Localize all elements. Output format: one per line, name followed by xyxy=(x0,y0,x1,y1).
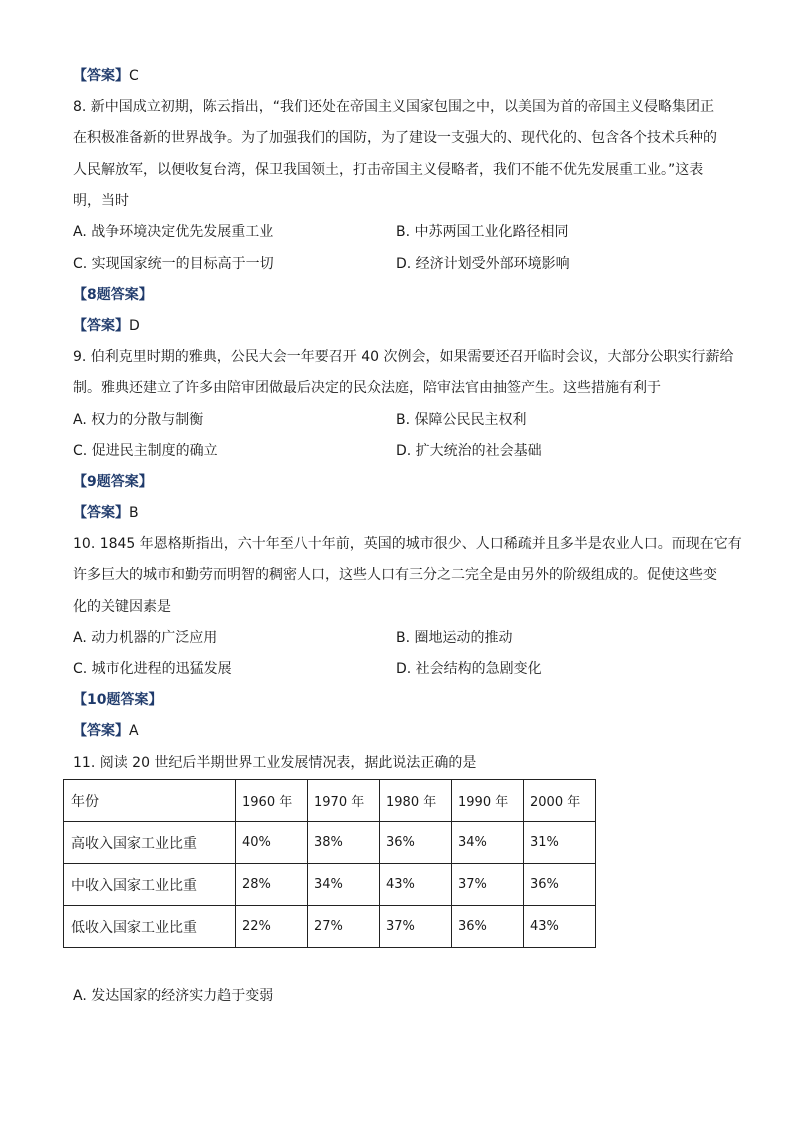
question-text-line: 明，当时 xyxy=(73,193,129,209)
option-a[interactable]: A. 发达国家的经济实力趋于变弱 xyxy=(73,988,274,1004)
table-cell: 36% xyxy=(452,906,524,948)
table-header-row xyxy=(64,780,596,822)
table-header-cell: 1970 年 xyxy=(308,780,380,822)
table-row xyxy=(64,906,596,948)
table-cell: 36% xyxy=(524,864,596,906)
table-cell: 22% xyxy=(236,906,308,948)
answer-header: 【8题答案】 xyxy=(73,287,153,303)
answer-header: 【10题答案】 xyxy=(73,692,163,708)
table-cell: 43% xyxy=(524,906,596,948)
table-cell: 40% xyxy=(236,822,308,864)
table-header-cell: 1990 年 xyxy=(452,780,524,822)
question-text-line: 化的关键因素是 xyxy=(73,599,171,615)
table-row-label: 低收入国家工业比重 xyxy=(64,906,236,948)
option-b[interactable]: B. 圈地运动的推动 xyxy=(396,630,513,646)
option-c[interactable]: C. 实现国家统一的目标高于一切 xyxy=(73,256,274,272)
table-row-label: 高收入国家工业比重 xyxy=(64,822,236,864)
question-text-line: 11. 阅读 20 世纪后半期世界工业发展情况表，据此说法正确的是 xyxy=(73,755,477,771)
answer-value: B xyxy=(129,505,139,521)
question-text-line: 8. 新中国成立初期，陈云指出，“我们还处在帝国主义国家包围之中，以美国为首的帝国主义侵略集团正 xyxy=(73,99,715,115)
table-cell: 38% xyxy=(308,822,380,864)
question-text-line: 许多巨大的城市和勤劳而明智的稠密人口，这些人口有三分之二完全是由另外的阶级组成的。促使这些变 xyxy=(73,567,717,583)
option-b[interactable]: B. 中苏两国工业化路径相同 xyxy=(396,224,569,240)
answer-line xyxy=(73,721,139,741)
option-d[interactable]: D. 扩大统治的社会基础 xyxy=(396,443,542,459)
option-c[interactable]: C. 促进民主制度的确立 xyxy=(73,443,218,459)
answer-value: D xyxy=(129,318,140,334)
table-cell: 34% xyxy=(308,864,380,906)
data-table xyxy=(63,779,596,948)
answer-header: 【9题答案】 xyxy=(73,474,153,490)
option-a[interactable]: A. 战争环境决定优先发展重工业 xyxy=(73,224,274,240)
question-text-line: 在积极准备新的世界战争。为了加强我们的国防，为了建设一支强大的、现代化的、包含各个技术兵种的 xyxy=(73,130,717,146)
table-row xyxy=(64,822,596,864)
table-header-cell: 年份 xyxy=(64,780,236,822)
question-text-line: 10. 1845 年恩格斯指出，六十年至八十年前，英国的城市很少、人口稀疏并且多半是农业人口。而现在它有 xyxy=(73,536,742,552)
table-row-label: 中收入国家工业比重 xyxy=(64,864,236,906)
answer-label: 【答案】 xyxy=(73,723,129,739)
table-cell: 28% xyxy=(236,864,308,906)
table-header-cell: 2000 年 xyxy=(524,780,596,822)
option-d[interactable]: D. 社会结构的急剧变化 xyxy=(396,661,542,677)
option-d[interactable]: D. 经济计划受外部环境影响 xyxy=(396,256,570,272)
table-header-cell: 1980 年 xyxy=(380,780,452,822)
table-cell: 36% xyxy=(380,822,452,864)
table-row xyxy=(64,864,596,906)
option-a[interactable]: A. 动力机器的广泛应用 xyxy=(73,630,218,646)
answer-line xyxy=(73,503,139,523)
table-cell: 43% xyxy=(380,864,452,906)
answer-line xyxy=(73,66,139,86)
question-text-line: 9. 伯利克里时期的雅典，公民大会一年要召开 40 次例会，如果需要还召开临时会议，大部分公职实行薪给 xyxy=(73,349,734,365)
table-header-cell: 1960 年 xyxy=(236,780,308,822)
answer-label: 【答案】 xyxy=(73,318,129,334)
answer-label: 【答案】 xyxy=(73,505,129,521)
question-text-line: 人民解放军，以便收复台湾，保卫我国领土，打击帝国主义侵略者，我们不能不优先发展重工业。”这表 xyxy=(73,162,704,178)
answer-label: 【答案】 xyxy=(73,68,129,84)
option-c[interactable]: C. 城市化进程的迅猛发展 xyxy=(73,661,232,677)
table-cell: 37% xyxy=(380,906,452,948)
table-cell: 34% xyxy=(452,822,524,864)
table-cell: 37% xyxy=(452,864,524,906)
answer-value: A xyxy=(129,723,139,739)
option-b[interactable]: B. 保障公民民主权利 xyxy=(396,412,527,428)
table-cell: 31% xyxy=(524,822,596,864)
table-cell: 27% xyxy=(308,906,380,948)
option-a[interactable]: A. 权力的分散与制衡 xyxy=(73,412,204,428)
question-text-line: 制。雅典还建立了许多由陪审团做最后决定的民众法庭，陪审法官由抽签产生。这些措施有利于 xyxy=(73,380,661,396)
answer-line xyxy=(73,316,140,336)
answer-value: C xyxy=(129,68,139,84)
